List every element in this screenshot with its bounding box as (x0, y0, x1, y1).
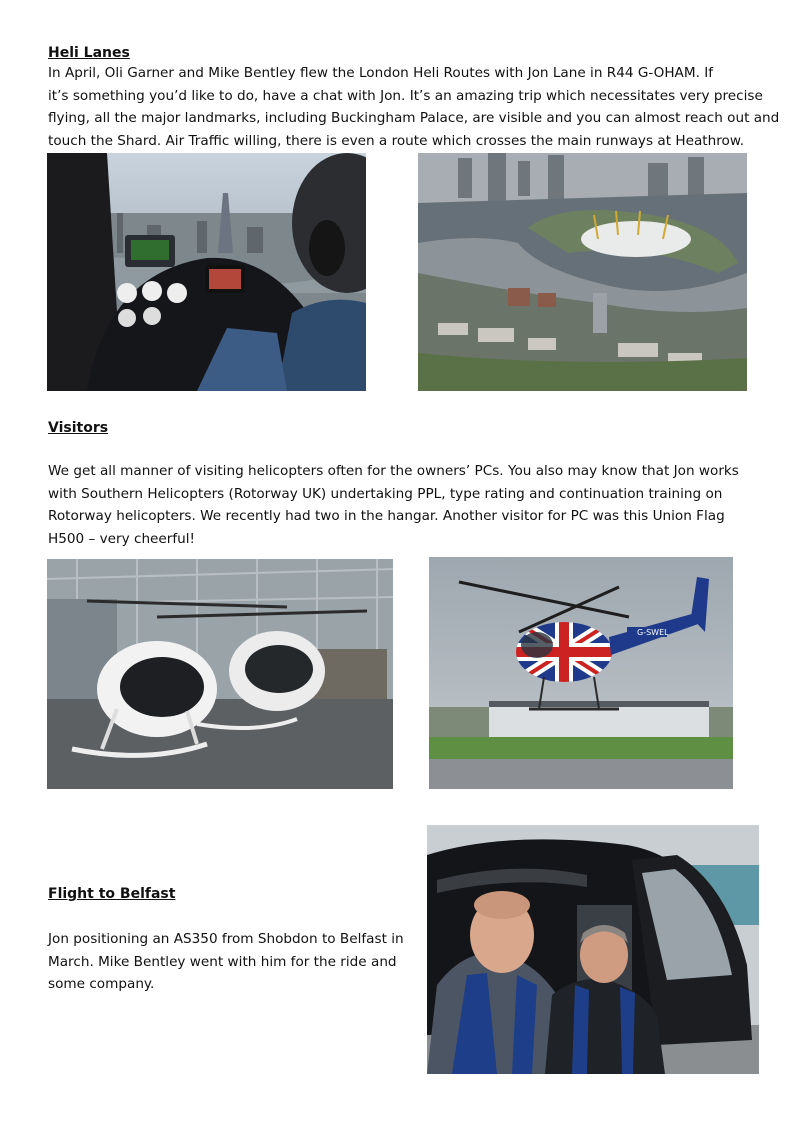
belfast-line-1: Jon positioning an AS350 from Shobdon to Belfast in (48, 931, 404, 947)
visitors-line-2: with Southern Helicopters (Rotorway UK) undertaking PPL, type rating and continuation training on (48, 485, 723, 502)
belfast-line-3: some company. (48, 976, 155, 992)
belfast-line-2: March. Mike Bentley went with him for the ride and (48, 953, 397, 970)
heli-lanes-heading: Heli Lanes (48, 45, 130, 61)
visitors-line-4: H500 – very cheerful! (48, 530, 196, 547)
union-flag-h500-photo (429, 557, 733, 789)
heli-lanes-paragraph (48, 62, 779, 152)
heli-lanes-line-3: flying, all the major landmarks, including Buckingham Palace, are visible and you can almost reach out and (48, 110, 780, 126)
hangar-photo-image (47, 559, 393, 789)
heli-lanes-line-4: touch the Shard. Air Traffic willing, there is even a route which crosses the main runways at Heathrow. (48, 132, 745, 149)
h500-registration-marking: G-SWEL (637, 628, 669, 637)
o2-aerial-photo (418, 153, 747, 391)
as350-selfie-photo-image (427, 825, 759, 1074)
as350-selfie-photo (427, 825, 759, 1074)
o2-aerial-photo-image (418, 153, 747, 391)
belfast-heading: Flight to Belfast (48, 886, 176, 902)
cockpit-photo (47, 153, 366, 391)
belfast-paragraph (48, 928, 404, 996)
visitors-line-3: Rotorway helicopters. We recently had two in the hangar. Another visitor for PC was this Union Flag (48, 508, 725, 524)
heli-lanes-line-1: In April, Oli Garner and Mike Bentley flew the London Heli Routes with Jon Lane in R44 G-OHAM. If (48, 65, 714, 81)
visitors-heading: Visitors (48, 420, 109, 436)
heli-lanes-line-2: it’s something you’d like to do, have a chat with Jon. It’s an amazing trip which necessitates very precise (48, 87, 763, 104)
hangar-photo (47, 559, 393, 789)
union-flag-h500-photo-image (429, 557, 733, 789)
cockpit-photo-image (47, 153, 366, 391)
visitors-line-1: We get all manner of visiting helicopters often for the owners’ PCs. You also may know that Jon works (48, 463, 739, 479)
visitors-paragraph (48, 460, 739, 550)
